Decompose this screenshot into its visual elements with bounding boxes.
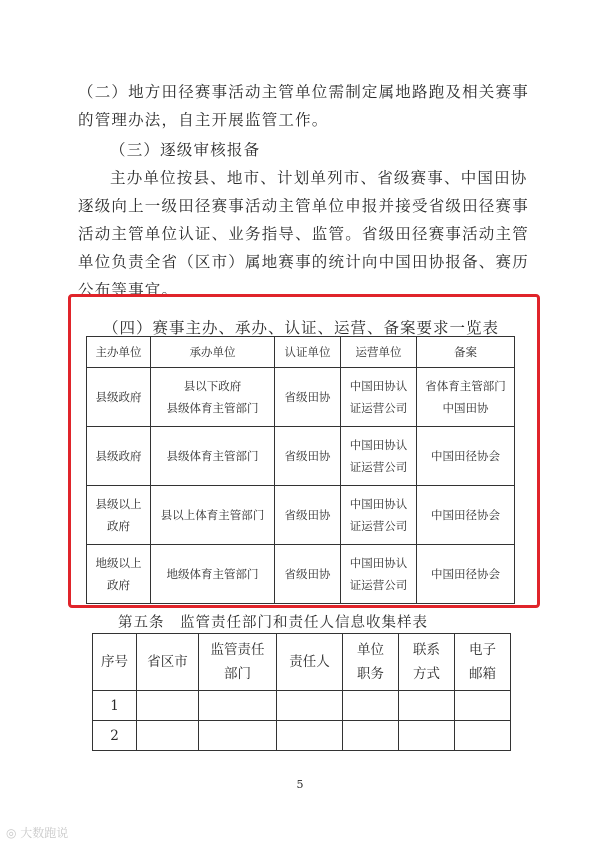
table-cell: 中国田径协会 — [417, 427, 515, 486]
paragraph-3-body: 主办单位按县、地市、计划单列市、省级赛事、中国田协逐级向上一级田径赛事活动主管单位申报并接受省级田径赛事活动主管单位认证、业务指导、监管。省级田径赛事活动主管单位负责全省（区市）属地赛事的统计向中国田协报备、赛历公布等事宜。 — [78, 169, 529, 299]
watermark-icon: ◎ — [6, 826, 21, 840]
table2-header-cell: 监管责任 部门 — [199, 634, 277, 691]
table2-header-cell: 单位 职务 — [343, 634, 399, 691]
watermark-text: 大数跑说 — [20, 826, 69, 840]
table-cell — [199, 721, 277, 751]
table-cell — [277, 721, 343, 751]
table-row — [87, 427, 515, 486]
table-cell: 中国田协认 证运营公司 — [341, 427, 417, 486]
table1-header-row — [87, 337, 515, 368]
table2-header-cell: 序号 — [93, 634, 137, 691]
table-cell: 地级以上 政府 — [87, 545, 151, 604]
table-cell — [455, 691, 511, 721]
requirements-table — [86, 336, 515, 604]
table-cell: 县级政府 — [87, 427, 151, 486]
table-cell: 1 — [93, 691, 137, 721]
table2-header-cell: 电子 邮箱 — [455, 634, 511, 691]
table-row — [87, 368, 515, 427]
table-cell: 省级田协 — [275, 545, 341, 604]
table-cell: 中国田协认 证运营公司 — [341, 545, 417, 604]
table-cell: 省级田协 — [275, 427, 341, 486]
section5-title: 第五条 监管责任部门和责任人信息收集样表 — [118, 615, 428, 631]
table-cell — [455, 721, 511, 751]
table-cell: 县以上体育主管部门 — [151, 486, 275, 545]
table-cell: 2 — [93, 721, 137, 751]
table-row — [87, 486, 515, 545]
paragraph-3-heading: （三）逐级审核报备 — [110, 141, 261, 159]
table-cell — [137, 691, 199, 721]
table1-header-cell: 承办单位 — [151, 337, 275, 368]
paragraph-2: （二）地方田径赛事活动主管单位需制定属地路跑及相关赛事的管理办法，自主开展监管工作。 — [78, 83, 529, 129]
table-cell: 地级体育主管部门 — [151, 545, 275, 604]
table-cell: 省级田协 — [275, 486, 341, 545]
table1-header-cell: 备案 — [417, 337, 515, 368]
table-cell: 中国田径协会 — [417, 545, 515, 604]
table-cell: 中国田协认 证运营公司 — [341, 368, 417, 427]
table1-header-cell: 认证单位 — [275, 337, 341, 368]
table-cell — [343, 691, 399, 721]
table-cell: 县级政府 — [87, 368, 151, 427]
info-collection-table — [92, 633, 511, 751]
watermark — [6, 824, 68, 841]
page-number: 5 — [296, 778, 304, 791]
table2-header-cell: 责任人 — [277, 634, 343, 691]
table-cell — [399, 721, 455, 751]
table2-header-cell: 省区市 — [137, 634, 199, 691]
table-row — [93, 721, 511, 751]
table1-header-cell: 主办单位 — [87, 337, 151, 368]
table-cell: 中国田径协会 — [417, 486, 515, 545]
table-cell: 省级田协 — [275, 368, 341, 427]
table-cell: 县级体育主管部门 — [151, 427, 275, 486]
table1-header-cell: 运营单位 — [341, 337, 417, 368]
table-cell — [199, 691, 277, 721]
table2-header-cell: 联系 方式 — [399, 634, 455, 691]
table-cell — [277, 691, 343, 721]
table-cell — [137, 721, 199, 751]
table2-header-row — [93, 634, 511, 691]
table-cell: 中国田协认 证运营公司 — [341, 486, 417, 545]
table1-title: （四）赛事主办、承办、认证、运营、备案要求一览表 — [102, 319, 499, 337]
table-row — [87, 545, 515, 604]
table-cell: 县级以上 政府 — [87, 486, 151, 545]
table-cell — [399, 691, 455, 721]
table-cell: 县以下政府 县级体育主管部门 — [151, 368, 275, 427]
table-cell — [343, 721, 399, 751]
table-cell: 省体育主管部门 中国田协 — [417, 368, 515, 427]
table-row — [93, 691, 511, 721]
